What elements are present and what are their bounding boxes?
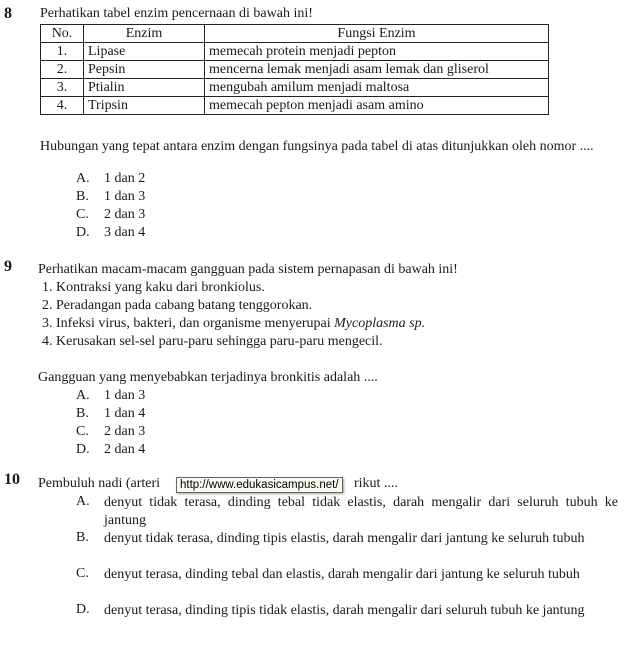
header-fungsi: Fungsi Enzim xyxy=(205,25,549,43)
cell-fungsi: memecah protein menjadi pepton xyxy=(205,43,549,61)
question-number-8: 8 xyxy=(4,5,12,22)
option-letter: D. xyxy=(76,442,90,457)
cell-fungsi: memecah pepton menjadi asam amino xyxy=(205,97,549,115)
cell-enzim: Pepsin xyxy=(84,61,205,79)
option-text: 1 dan 3 xyxy=(104,189,146,204)
option-text: 1 dan 2 xyxy=(104,171,146,186)
option-text: 2 dan 3 xyxy=(104,207,146,222)
option-letter: A. xyxy=(76,171,90,186)
cell-no: 3. xyxy=(41,79,84,97)
option-letter: A. xyxy=(76,494,90,509)
option-text: denyut tidak terasa, dinding tipis elastis, darah mengalir dari jantung ke seluruh tubuh xyxy=(104,531,585,546)
header-no: No. xyxy=(41,25,84,43)
header-enzim: Enzim xyxy=(84,25,205,43)
question-8-text: Hubungan yang tepat antara enzim dengan fungsinya pada tabel di atas ditunjukkan oleh nomor .... xyxy=(40,139,594,154)
table-row xyxy=(41,97,549,115)
question-10-prompt-start: Pembuluh nadi (arteri xyxy=(38,476,161,491)
option-text: 1 dan 4 xyxy=(104,406,146,421)
list-item xyxy=(42,316,425,332)
option-text: denyut terasa, dinding tebal dan elastis, darah mengalir dari jantung ke seluruh tubuh xyxy=(104,567,580,582)
cell-no: 2. xyxy=(41,61,84,79)
option-text: denyut tidak terasa, dinding tebal tidak elastis, darah mengalir dari seluruh tubuh ke jantung xyxy=(104,495,618,528)
question-number-10: 10 xyxy=(4,471,20,488)
option-letter: B. xyxy=(76,406,89,421)
url-tooltip: http://www.edukasicampus.net/ xyxy=(176,477,343,493)
cell-fungsi: mengubah amilum menjadi maltosa xyxy=(205,79,549,97)
table-row xyxy=(41,43,549,61)
option-text: 3 dan 4 xyxy=(104,225,146,240)
question-9-prompt: Perhatikan macam-macam gangguan pada sistem pernapasan di bawah ini! xyxy=(38,262,458,277)
table-header-row xyxy=(41,25,549,43)
list-item: 1. Kontraksi yang kaku dari bronkiolus. xyxy=(42,280,265,295)
table-row xyxy=(41,79,549,97)
question-8-prompt: Perhatikan tabel enzim pencernaan di bawah ini! xyxy=(40,6,313,21)
list-item: 2. Peradangan pada cabang batang tenggorokan. xyxy=(42,298,313,313)
cell-enzim: Ptialin xyxy=(84,79,205,97)
option-letter: C. xyxy=(76,424,89,439)
option-text: denyut terasa, dinding tipis tidak elastis, darah mengalir dari seluruh tubuh ke jantung xyxy=(104,603,585,618)
option-letter: A. xyxy=(76,388,90,403)
table-row xyxy=(41,61,549,79)
option-text: 1 dan 3 xyxy=(104,388,146,403)
cell-fungsi: mencerna lemak menjadi asam lemak dan gliserol xyxy=(205,61,549,79)
cell-enzim: Lipase xyxy=(84,43,205,61)
list-item-text: 3. Infeksi virus, bakteri, dan organisme menyerupai xyxy=(42,316,331,331)
cell-enzim: Tripsin xyxy=(84,97,205,115)
option-letter: B. xyxy=(76,189,89,204)
question-number-9: 9 xyxy=(4,258,12,275)
cell-no: 1. xyxy=(41,43,84,61)
enzyme-table xyxy=(40,24,549,115)
option-letter: C. xyxy=(76,566,89,581)
option-letter: C. xyxy=(76,207,89,222)
option-text: 2 dan 3 xyxy=(104,424,146,439)
cell-no: 4. xyxy=(41,97,84,115)
list-item-italic: Mycoplasma sp. xyxy=(334,316,426,331)
option-letter: D. xyxy=(76,225,90,240)
option-letter: B. xyxy=(76,530,89,545)
question-10-prompt-end: rikut .... xyxy=(354,476,398,491)
list-item: 4. Kerusakan sel-sel paru-paru sehingga paru-paru mengecil. xyxy=(42,334,383,349)
option-text: 2 dan 4 xyxy=(104,442,146,457)
question-9-text: Gangguan yang menyebabkan terjadinya bronkitis adalah .... xyxy=(38,370,378,385)
option-letter: D. xyxy=(76,602,90,617)
